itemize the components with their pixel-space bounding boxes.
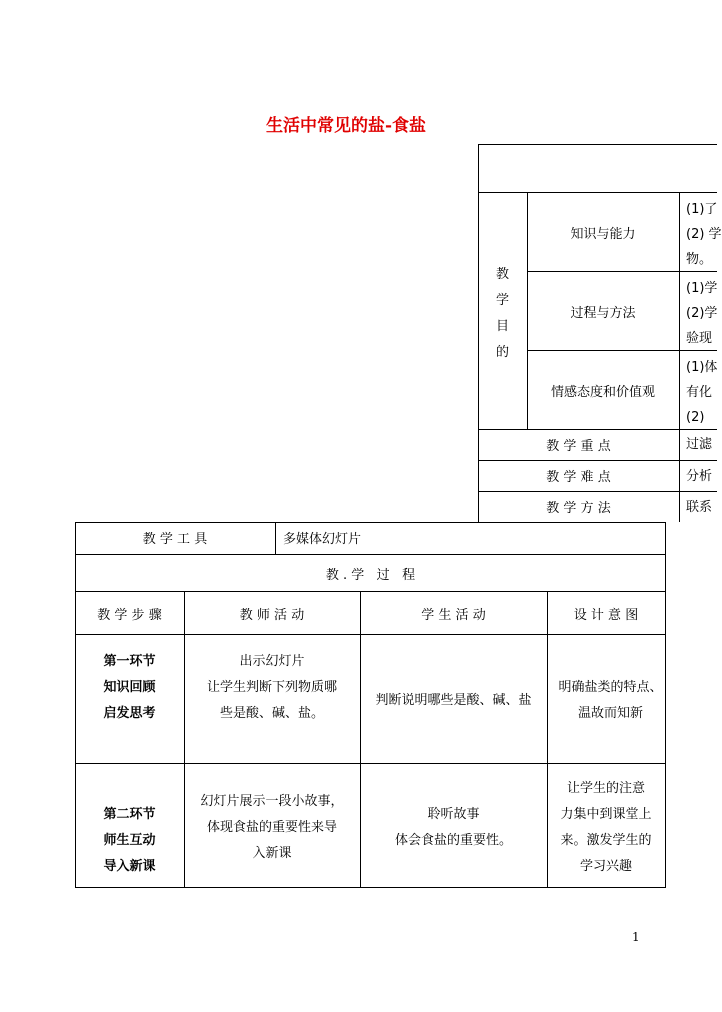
key-point-value: 过滤 — [686, 437, 713, 452]
emotion-line: 有化 — [686, 385, 713, 400]
row1-student: 判断说明哪些是酸、碱、盐 — [375, 693, 532, 708]
row1-intent: 明确盐类的特点、 温故而知新 — [558, 680, 663, 721]
header-teacher: 教 师 活 动 — [239, 608, 305, 623]
lower-table-border — [75, 591, 666, 592]
row2-teacher: 幻灯片展示一段小故事， 体现食盐的重要性来导 入新课 — [200, 794, 344, 861]
upper-table-border — [679, 192, 680, 522]
method-value: 联系 — [686, 500, 713, 515]
upper-table-border — [478, 192, 717, 193]
upper-table-border — [478, 144, 717, 145]
lower-table-border — [75, 887, 666, 888]
upper-table-border — [478, 429, 717, 430]
process-line: (2)学 — [686, 306, 718, 321]
tools-value: 多媒体幻灯片 — [283, 532, 362, 547]
upper-table-border — [478, 460, 717, 461]
lower-table-border — [75, 763, 666, 764]
document-title: 生活中常见的盐-食盐 — [266, 116, 427, 136]
lower-table-border — [75, 634, 666, 635]
emotion-line: (1)体 — [686, 360, 718, 375]
row1-teacher: 出示幻灯片 让学生判断下列物质哪 些是酸、碱、盐。 — [206, 654, 337, 721]
knowledge-label: 知识与能力 — [570, 227, 636, 242]
difficulty-value: 分析 — [686, 469, 713, 484]
tools-label: 教 学 工 具 — [142, 532, 208, 547]
process-line: (1)学 — [686, 281, 718, 296]
header-student: 学 生 活 动 — [421, 608, 486, 623]
knowledge-line: (1)了 — [686, 202, 718, 217]
process-title: 教 . 学 过 程 — [325, 568, 416, 583]
lower-table-border — [75, 522, 666, 523]
key-point-label: 教 学 重 点 — [546, 439, 611, 454]
row2-student: 聆听故事 体会食盐的重要性。 — [394, 807, 512, 848]
difficulty-label: 教 学 难 点 — [546, 470, 611, 485]
process-label: 过程与方法 — [570, 306, 636, 321]
emotion-label: 情感态度和价值观 — [550, 385, 655, 400]
method-label: 教 学 方 法 — [546, 501, 611, 516]
knowledge-line: (2) 学 — [686, 227, 722, 242]
emotion-line: (2) — [686, 410, 705, 425]
upper-table-border — [527, 350, 717, 351]
row1-step: 第一环节 知识回顾 启发思考 — [103, 654, 156, 721]
header-intent: 设 计 意 图 — [573, 608, 639, 623]
upper-table-border — [478, 491, 717, 492]
row2-intent: 让学生的注意 力集中到课堂上 来。激发学生的 学习兴趣 — [560, 781, 652, 874]
process-line: 验现 — [686, 331, 713, 346]
row2-step: 第二环节 师生互动 导入新课 — [103, 807, 156, 874]
lower-table-border — [275, 522, 276, 555]
lower-table-border — [75, 554, 666, 555]
page-number: 1 — [632, 930, 640, 944]
knowledge-line: 物。 — [686, 252, 713, 267]
header-step: 教 学 步 骤 — [97, 608, 162, 623]
objectives-side-label: 教 学 目 的 — [495, 267, 509, 360]
upper-table-border — [527, 271, 717, 272]
